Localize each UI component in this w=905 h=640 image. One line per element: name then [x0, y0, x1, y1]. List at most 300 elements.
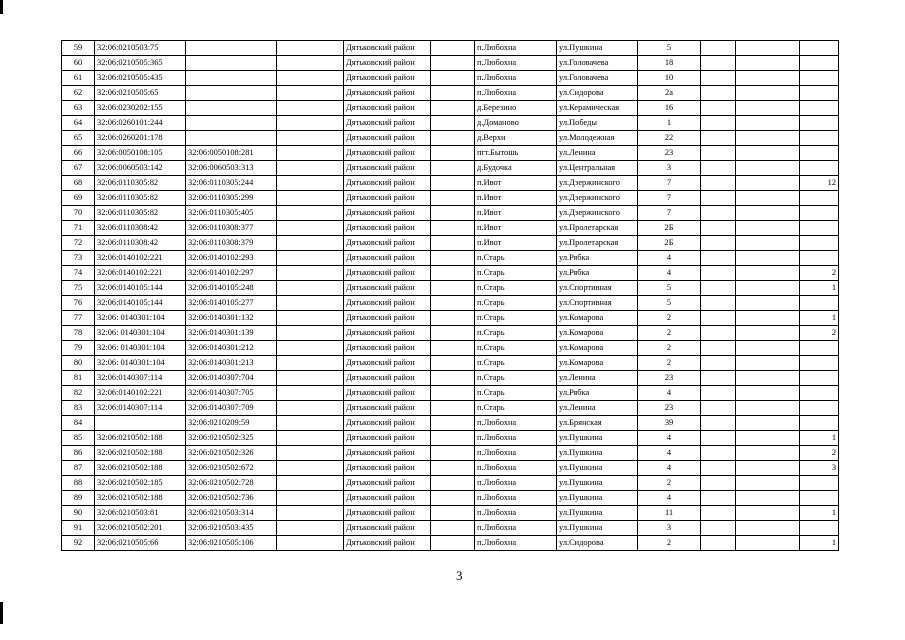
street: ул.Победы — [557, 116, 638, 131]
street: ул.Пушкина — [557, 461, 638, 476]
cadastral-number-parcel: 32:06:0140307:114 — [95, 401, 186, 416]
empty-cell — [701, 476, 736, 491]
empty-cell — [431, 206, 475, 221]
empty-cell — [431, 386, 475, 401]
page-number: 3 — [456, 568, 463, 583]
cadastral-number-object: 32:06:0110305:405 — [186, 206, 277, 221]
cadastral-number-object: 32:06:0050108:281 — [186, 146, 277, 161]
table-row — [62, 536, 839, 551]
apartment-number: 2 — [800, 446, 839, 461]
empty-cell — [736, 281, 800, 296]
apartment-number — [800, 341, 839, 356]
district: Дятьковский район — [344, 161, 431, 176]
apartment-number — [800, 86, 839, 101]
empty-cell — [736, 416, 800, 431]
house-number: 2 — [638, 476, 701, 491]
empty-cell — [736, 146, 800, 161]
settlement: п.Старь — [475, 251, 557, 266]
cadastral-number-parcel: 32:06:0210505:365 — [95, 56, 186, 71]
empty-cell — [277, 191, 344, 206]
cadastral-number-object: 32:06:0140307:705 — [186, 386, 277, 401]
cadastral-number-parcel: 32:06:0210503:81 — [95, 506, 186, 521]
row-number: 91 — [62, 521, 95, 536]
empty-cell — [736, 431, 800, 446]
table-row — [62, 41, 839, 56]
apartment-number — [800, 41, 839, 56]
row-number: 65 — [62, 131, 95, 146]
row-number: 81 — [62, 371, 95, 386]
empty-cell — [277, 431, 344, 446]
house-number: 2 — [638, 326, 701, 341]
empty-cell — [736, 161, 800, 176]
settlement: п.Любохна — [475, 41, 557, 56]
street: ул.Пролетарская — [557, 221, 638, 236]
apartment-number — [800, 401, 839, 416]
house-number: 4 — [638, 386, 701, 401]
house-number: 18 — [638, 56, 701, 71]
district: Дятьковский район — [344, 431, 431, 446]
empty-cell — [431, 326, 475, 341]
row-number: 82 — [62, 386, 95, 401]
apartment-number — [800, 236, 839, 251]
district: Дятьковский район — [344, 506, 431, 521]
empty-cell — [701, 146, 736, 161]
cadastral-number-parcel: 32:06: 0140301:104 — [95, 341, 186, 356]
table-row — [62, 131, 839, 146]
cadastral-number-parcel: 32:06:0210505:435 — [95, 71, 186, 86]
empty-cell — [701, 401, 736, 416]
table-row — [62, 446, 839, 461]
empty-cell — [701, 296, 736, 311]
apartment-number — [800, 221, 839, 236]
district: Дятьковский район — [344, 296, 431, 311]
house-number: 7 — [638, 176, 701, 191]
house-number: 2Б — [638, 236, 701, 251]
empty-cell — [736, 236, 800, 251]
district: Дятьковский район — [344, 236, 431, 251]
empty-cell — [277, 56, 344, 71]
row-number: 90 — [62, 506, 95, 521]
empty-cell — [277, 176, 344, 191]
empty-cell — [277, 41, 344, 56]
table-row — [62, 521, 839, 536]
cadastral-number-parcel: 32:06:0260101:244 — [95, 116, 186, 131]
apartment-number — [800, 131, 839, 146]
settlement: п.Старь — [475, 311, 557, 326]
empty-cell — [701, 131, 736, 146]
street: ул.Головачева — [557, 71, 638, 86]
settlement: п.Старь — [475, 281, 557, 296]
empty-cell — [736, 221, 800, 236]
district: Дятьковский район — [344, 416, 431, 431]
empty-cell — [736, 311, 800, 326]
empty-cell — [736, 251, 800, 266]
empty-cell — [701, 521, 736, 536]
apartment-number: 3 — [800, 461, 839, 476]
district: Дятьковский район — [344, 461, 431, 476]
table-row — [62, 101, 839, 116]
cadastral-number-object: 32:06:0110305:299 — [186, 191, 277, 206]
table-row — [62, 281, 839, 296]
table-row — [62, 431, 839, 446]
row-number: 61 — [62, 71, 95, 86]
scan-edge-mark — [0, 0, 3, 14]
house-number: 1 — [638, 116, 701, 131]
empty-cell — [277, 446, 344, 461]
cadastral-number-object: 32:06:0210209:59 — [186, 416, 277, 431]
street: ул.Комарова — [557, 341, 638, 356]
cadastral-number-object: 32:06:0210502:325 — [186, 431, 277, 446]
cadastral-number-object: 32:06:0140105:277 — [186, 296, 277, 311]
empty-cell — [736, 386, 800, 401]
street: ул.Пушкина — [557, 476, 638, 491]
row-number: 63 — [62, 101, 95, 116]
empty-cell — [277, 356, 344, 371]
apartment-number — [800, 476, 839, 491]
empty-cell — [701, 371, 736, 386]
apartment-number: 1 — [800, 281, 839, 296]
empty-cell — [431, 146, 475, 161]
empty-cell — [736, 506, 800, 521]
cadastral-number-object: 32:06:0140301:212 — [186, 341, 277, 356]
cadastral-number-parcel: 32:06:0140102:221 — [95, 266, 186, 281]
cadastral-number-parcel: 32:06: 0140301:104 — [95, 311, 186, 326]
settlement: д.Верхи — [475, 131, 557, 146]
empty-cell — [736, 491, 800, 506]
table-row — [62, 401, 839, 416]
street: ул.Ленина — [557, 146, 638, 161]
cadastral-number-object: 32:06:0210502:728 — [186, 476, 277, 491]
cadastral-number-parcel: 32:06:0060503:142 — [95, 161, 186, 176]
settlement: п.Любохна — [475, 416, 557, 431]
row-number: 80 — [62, 356, 95, 371]
house-number: 7 — [638, 206, 701, 221]
house-number: 4 — [638, 266, 701, 281]
row-number: 78 — [62, 326, 95, 341]
settlement: п.Любохна — [475, 446, 557, 461]
empty-cell — [431, 341, 475, 356]
apartment-number — [800, 206, 839, 221]
cadastral-number-parcel: 32:06:0140102:221 — [95, 251, 186, 266]
cadastral-number-parcel: 32:06:0140105:144 — [95, 296, 186, 311]
empty-cell — [277, 116, 344, 131]
cadastral-number-object — [186, 86, 277, 101]
street: ул.Пролетарская — [557, 236, 638, 251]
apartment-number — [800, 71, 839, 86]
street: ул.Спортивная — [557, 281, 638, 296]
empty-cell — [277, 416, 344, 431]
empty-cell — [277, 296, 344, 311]
apartment-number — [800, 161, 839, 176]
apartment-number — [800, 56, 839, 71]
empty-cell — [277, 506, 344, 521]
empty-cell — [431, 191, 475, 206]
table-row — [62, 461, 839, 476]
district: Дятьковский район — [344, 371, 431, 386]
district: Дятьковский район — [344, 281, 431, 296]
empty-cell — [431, 251, 475, 266]
empty-cell — [431, 176, 475, 191]
row-number: 70 — [62, 206, 95, 221]
empty-cell — [431, 56, 475, 71]
table-row — [62, 86, 839, 101]
apartment-number — [800, 191, 839, 206]
empty-cell — [431, 311, 475, 326]
row-number: 86 — [62, 446, 95, 461]
settlement: п.Любохна — [475, 56, 557, 71]
empty-cell — [277, 266, 344, 281]
cadastral-number-parcel — [95, 416, 186, 431]
table-row — [62, 116, 839, 131]
empty-cell — [277, 101, 344, 116]
district: Дятьковский район — [344, 401, 431, 416]
empty-cell — [277, 326, 344, 341]
empty-cell — [736, 446, 800, 461]
street: ул.Пушкина — [557, 446, 638, 461]
empty-cell — [736, 476, 800, 491]
settlement: п.Ивот — [475, 176, 557, 191]
settlement: пгт.Бытошь — [475, 146, 557, 161]
table-row — [62, 236, 839, 251]
district: Дятьковский район — [344, 176, 431, 191]
empty-cell — [701, 461, 736, 476]
empty-cell — [431, 71, 475, 86]
empty-cell — [736, 341, 800, 356]
district: Дятьковский район — [344, 446, 431, 461]
empty-cell — [736, 191, 800, 206]
street: ул.Сидорова — [557, 536, 638, 551]
street: ул.Комарова — [557, 311, 638, 326]
cadastral-number-parcel: 32:06:0210505:66 — [95, 536, 186, 551]
table-row — [62, 221, 839, 236]
settlement: п.Ивот — [475, 206, 557, 221]
settlement: п.Любохна — [475, 536, 557, 551]
table-row — [62, 206, 839, 221]
row-number: 77 — [62, 311, 95, 326]
street: ул.Пушкина — [557, 506, 638, 521]
district: Дятьковский район — [344, 191, 431, 206]
cadastral-number-parcel: 32:06:0210502:201 — [95, 521, 186, 536]
house-number: 2 — [638, 536, 701, 551]
house-number: 23 — [638, 401, 701, 416]
apartment-number — [800, 371, 839, 386]
house-number: 4 — [638, 431, 701, 446]
cadastral-number-object: 32:06:0140307:709 — [186, 401, 277, 416]
district: Дятьковский район — [344, 41, 431, 56]
empty-cell — [701, 311, 736, 326]
house-number: 4 — [638, 251, 701, 266]
empty-cell — [277, 281, 344, 296]
cadastral-number-parcel: 32:06:0050108:105 — [95, 146, 186, 161]
district: Дятьковский район — [344, 56, 431, 71]
empty-cell — [701, 506, 736, 521]
row-number: 62 — [62, 86, 95, 101]
cadastral-number-parcel: 32:06:0110308:42 — [95, 236, 186, 251]
empty-cell — [736, 206, 800, 221]
table-row — [62, 71, 839, 86]
apartment-number — [800, 251, 839, 266]
empty-cell — [736, 266, 800, 281]
street: ул.Комарова — [557, 356, 638, 371]
row-number: 73 — [62, 251, 95, 266]
apartment-number — [800, 296, 839, 311]
row-number: 83 — [62, 401, 95, 416]
cadastral-number-object: 32:06:0110308:379 — [186, 236, 277, 251]
cadastral-number-object: 32:06:0210502:672 — [186, 461, 277, 476]
empty-cell — [736, 461, 800, 476]
street: ул.Пушкина — [557, 521, 638, 536]
apartment-number — [800, 146, 839, 161]
cadastral-number-object: 32:06:0210502:326 — [186, 446, 277, 461]
empty-cell — [431, 371, 475, 386]
street: ул.Головачева — [557, 56, 638, 71]
street: ул.Рябка — [557, 251, 638, 266]
cadastral-number-parcel: 32:06:0210503:75 — [95, 41, 186, 56]
empty-cell — [431, 221, 475, 236]
district: Дятьковский район — [344, 476, 431, 491]
empty-cell — [736, 131, 800, 146]
cadastral-number-object: 32:06:0210503:435 — [186, 521, 277, 536]
row-number: 74 — [62, 266, 95, 281]
empty-cell — [701, 536, 736, 551]
table-row — [62, 56, 839, 71]
street: ул.Ленина — [557, 401, 638, 416]
district: Дятьковский район — [344, 146, 431, 161]
empty-cell — [736, 536, 800, 551]
house-number: 5 — [638, 41, 701, 56]
settlement: п.Старь — [475, 266, 557, 281]
cadastral-number-object: 32:06:0140102:297 — [186, 266, 277, 281]
empty-cell — [701, 266, 736, 281]
empty-cell — [431, 416, 475, 431]
empty-cell — [431, 236, 475, 251]
cadastral-number-object — [186, 116, 277, 131]
house-number: 2 — [638, 311, 701, 326]
row-number: 76 — [62, 296, 95, 311]
district: Дятьковский район — [344, 491, 431, 506]
empty-cell — [736, 401, 800, 416]
house-number: 2 — [638, 341, 701, 356]
empty-cell — [277, 491, 344, 506]
registry-body — [62, 41, 839, 551]
empty-cell — [701, 341, 736, 356]
table-row — [62, 491, 839, 506]
empty-cell — [277, 251, 344, 266]
house-number: 22 — [638, 131, 701, 146]
empty-cell — [431, 101, 475, 116]
settlement: п.Ивот — [475, 221, 557, 236]
apartment-number: 2 — [800, 266, 839, 281]
street: ул.Молодежная — [557, 131, 638, 146]
table-row — [62, 416, 839, 431]
house-number: 11 — [638, 506, 701, 521]
cadastral-number-object: 32:06:0110308:377 — [186, 221, 277, 236]
empty-cell — [701, 116, 736, 131]
district: Дятьковский район — [344, 266, 431, 281]
settlement: д.Березино — [475, 101, 557, 116]
empty-cell — [431, 491, 475, 506]
street: ул.Брянская — [557, 416, 638, 431]
cadastral-number-object: 32:06:0060503:313 — [186, 161, 277, 176]
cadastral-number-object — [186, 131, 277, 146]
house-number: 2а — [638, 86, 701, 101]
apartment-number: 12 — [800, 176, 839, 191]
empty-cell — [277, 311, 344, 326]
house-number: 4 — [638, 446, 701, 461]
district: Дятьковский район — [344, 101, 431, 116]
row-number: 85 — [62, 431, 95, 446]
cadastral-number-object — [186, 101, 277, 116]
cadastral-number-parcel: 32:06:0230202:155 — [95, 101, 186, 116]
table-row — [62, 311, 839, 326]
apartment-number: 2 — [800, 326, 839, 341]
empty-cell — [431, 296, 475, 311]
apartment-number — [800, 491, 839, 506]
empty-cell — [277, 521, 344, 536]
street: ул.Центральная — [557, 161, 638, 176]
row-number: 67 — [62, 161, 95, 176]
cadastral-number-parcel: 32:06:0260201:178 — [95, 131, 186, 146]
empty-cell — [701, 386, 736, 401]
cadastral-number-parcel: 32:06:0140307:114 — [95, 371, 186, 386]
cadastral-number-parcel: 32:06:0140105:144 — [95, 281, 186, 296]
empty-cell — [701, 236, 736, 251]
row-number: 64 — [62, 116, 95, 131]
district: Дятьковский район — [344, 311, 431, 326]
empty-cell — [277, 236, 344, 251]
street: ул.Керамическая — [557, 101, 638, 116]
row-number: 60 — [62, 56, 95, 71]
cadastral-number-parcel: 32:06:0210505:65 — [95, 86, 186, 101]
empty-cell — [701, 176, 736, 191]
empty-cell — [736, 116, 800, 131]
empty-cell — [431, 161, 475, 176]
cadastral-number-object: 32:06:0210505:106 — [186, 536, 277, 551]
district: Дятьковский район — [344, 116, 431, 131]
empty-cell — [701, 191, 736, 206]
empty-cell — [277, 71, 344, 86]
house-number: 23 — [638, 146, 701, 161]
empty-cell — [431, 131, 475, 146]
district: Дятьковский район — [344, 86, 431, 101]
house-number: 2 — [638, 356, 701, 371]
cadastral-number-parcel: 32:06:0110305:82 — [95, 191, 186, 206]
table-row — [62, 191, 839, 206]
empty-cell — [431, 116, 475, 131]
empty-cell — [701, 356, 736, 371]
apartment-number — [800, 521, 839, 536]
house-number: 10 — [638, 71, 701, 86]
row-number: 66 — [62, 146, 95, 161]
cadastral-number-object — [186, 71, 277, 86]
settlement: п.Любохна — [475, 491, 557, 506]
district: Дятьковский район — [344, 71, 431, 86]
empty-cell — [736, 326, 800, 341]
settlement: п.Любохна — [475, 71, 557, 86]
apartment-number — [800, 116, 839, 131]
cadastral-number-parcel: 32:06:0210502:188 — [95, 461, 186, 476]
house-number: 3 — [638, 161, 701, 176]
empty-cell — [736, 296, 800, 311]
empty-cell — [277, 146, 344, 161]
settlement: п.Любохна — [475, 521, 557, 536]
house-number: 5 — [638, 281, 701, 296]
empty-cell — [701, 491, 736, 506]
street: ул.Рябка — [557, 386, 638, 401]
table-row — [62, 266, 839, 281]
cadastral-number-parcel: 32:06:0210502:188 — [95, 491, 186, 506]
settlement: п.Старь — [475, 296, 557, 311]
